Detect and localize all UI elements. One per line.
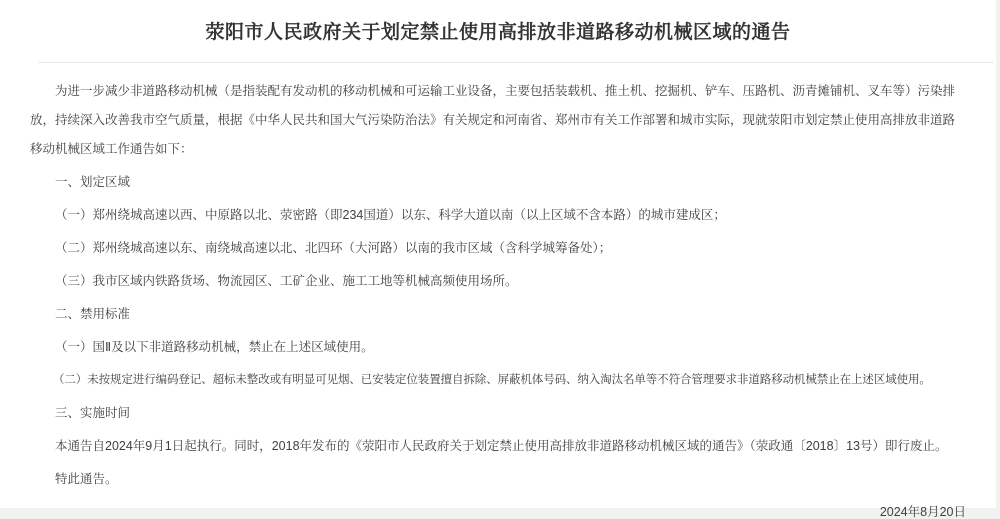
section-2-item-1: （一）国Ⅱ及以下非道路移动机械，禁止在上述区域使用。 <box>55 340 374 354</box>
notice-title: 荥阳市人民政府关于划定禁止使用高排放非道路移动机械区域的通告 <box>205 22 791 43</box>
section-2-item-2: （二）未按规定进行编码登记、超标未整改或有明显可见烟、已安装定位装置擅自拆除、屏蔽机体号码、纳入淘汰名单等不符合管理要求非道路移动机械禁止在上述区域使用。 <box>53 374 931 386</box>
section-3-heading: 三、实施时间 <box>55 406 131 420</box>
section-1-item-2: （二）郑州绕城高速以东、南绕城高速以北、北四环（大河路）以南的我市区域（含科学城筹备处）； <box>55 241 612 255</box>
closing-line: 特此通告。 <box>55 472 118 486</box>
section-1-item-3: （三）我市区域内铁路货场、物流园区、工矿企业、施工工地等机械高频使用场所。 <box>55 274 518 288</box>
notice-body <box>0 63 996 519</box>
issue-date: 2024年8月20日 <box>879 505 966 519</box>
section-2-heading: 二、禁用标准 <box>55 307 131 321</box>
section-3-body: 本通告自2024年9月1日起执行。同时，2018年发布的《荥阳市人民政府关于划定禁止使用高排放非道路移动机械区域的通告》（荥政通〔2018〕13号）即行废止。 <box>55 439 948 453</box>
intro-paragraph: 为进一步减少非道路移动机械（是指装配有发动机的移动机械和可运输工业设备，主要包括装载机、推土机、挖掘机、铲车、压路机、沥青摊铺机、叉车等）污染排放，持续深入改善我市空气质量，根据《中华人民共和国大气污染防治法》有关规定和河南省、郑州市有关工作部署和城市实际，现就荥阳市划定禁止使用高排放非道路移动机械区域工作通告如下： <box>30 84 956 156</box>
section-1-heading: 一、划定区域 <box>55 175 131 189</box>
section-1-item-1: （一）郑州绕城高速以西、中原路以北、荥密路（即234国道）以东、科学大道以南（以上区域不含本路）的城市建成区； <box>55 208 726 222</box>
